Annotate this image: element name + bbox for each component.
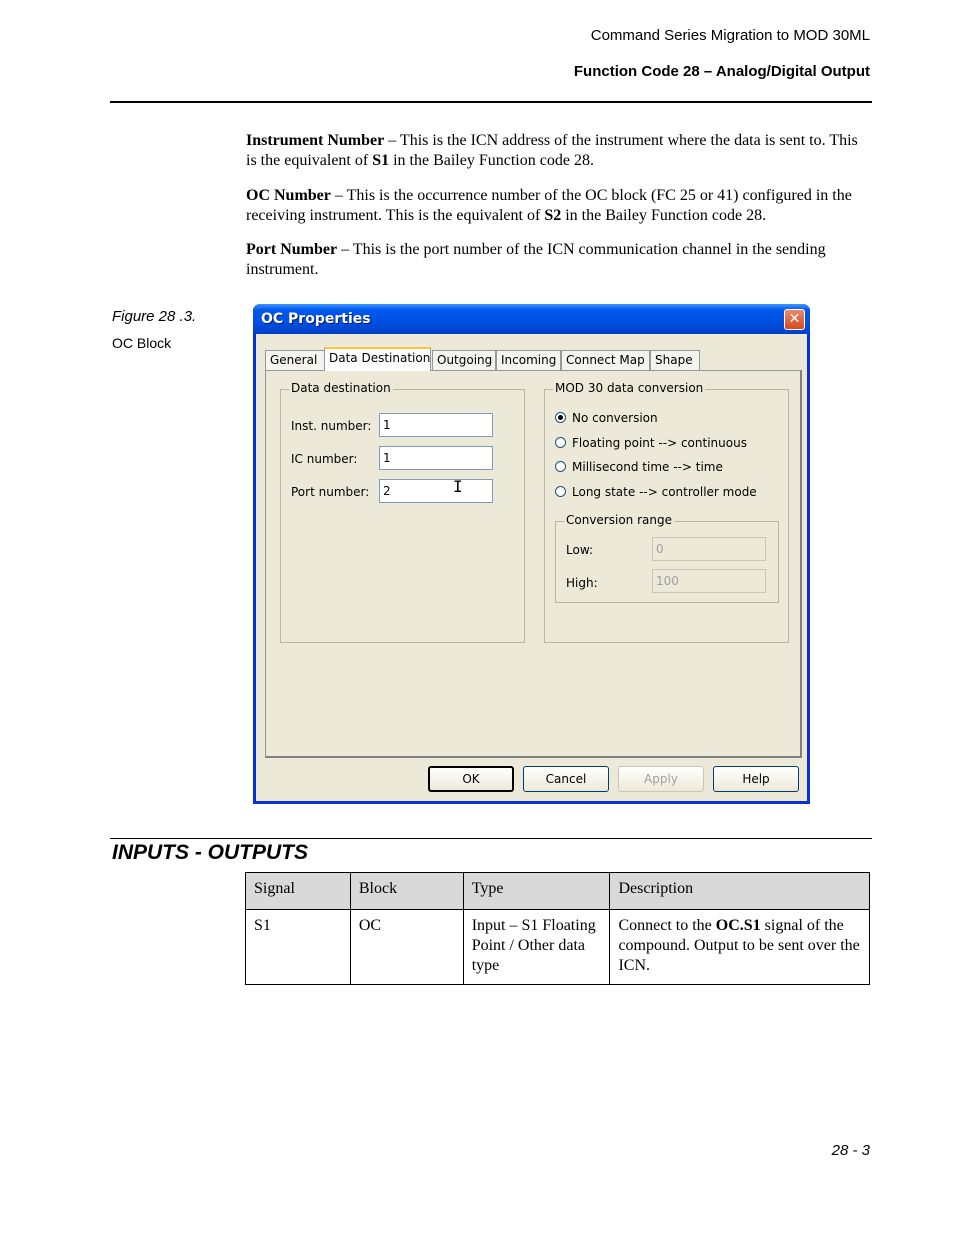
desc-bold: OC.S1 bbox=[715, 917, 761, 934]
high-label: High: bbox=[566, 576, 598, 590]
section-title: INPUTS - OUTPUTS bbox=[112, 841, 309, 864]
term: Port Number bbox=[246, 241, 338, 258]
radio-label: Floating point --> continuous bbox=[572, 436, 747, 450]
figure-label: Figure 28 .3. bbox=[112, 308, 197, 325]
oc-properties-dialog bbox=[253, 304, 810, 804]
radio-selected-icon bbox=[555, 412, 566, 423]
cell-block: OC bbox=[350, 910, 463, 985]
desc-post: signal of the compound. Output to be sent over the ICN. bbox=[618, 917, 860, 974]
table-row bbox=[246, 910, 870, 985]
radio-label: No conversion bbox=[572, 411, 658, 425]
ok-button[interactable]: OK bbox=[428, 766, 514, 792]
running-header-subtitle: Function Code 28 – Analog/Digital Output bbox=[573, 63, 870, 80]
port-number-label: Port number: bbox=[291, 485, 370, 499]
tab-connect-map[interactable]: Connect Map bbox=[561, 350, 650, 370]
radio-floating-point[interactable] bbox=[555, 436, 747, 450]
tab-data-destination[interactable]: Data Destination bbox=[324, 347, 431, 371]
inst-number-label: Inst. number: bbox=[291, 419, 372, 433]
radio-icon bbox=[555, 486, 566, 497]
desc-pre: Connect to the bbox=[618, 917, 716, 934]
ref: S2 bbox=[544, 207, 562, 224]
dialog-titlebar[interactable] bbox=[253, 304, 810, 334]
conversion-range-group bbox=[555, 513, 779, 603]
text-cursor-icon: I bbox=[453, 477, 463, 496]
ref: S1 bbox=[372, 152, 390, 169]
tab-incoming[interactable]: Incoming bbox=[496, 350, 561, 370]
cancel-button[interactable]: Cancel bbox=[523, 766, 609, 792]
port-number-input[interactable] bbox=[379, 479, 493, 503]
term: OC Number bbox=[246, 187, 331, 204]
radio-icon bbox=[555, 437, 566, 448]
radio-millisecond-time[interactable] bbox=[555, 460, 723, 474]
tab-shape[interactable]: Shape bbox=[650, 350, 700, 370]
mod30-conversion-group bbox=[544, 381, 789, 643]
radio-long-state[interactable] bbox=[555, 485, 757, 499]
tab-outgoing[interactable]: Outgoing bbox=[432, 350, 496, 370]
radio-no-conversion[interactable] bbox=[555, 411, 658, 425]
low-label: Low: bbox=[566, 543, 594, 557]
paragraph-oc-number bbox=[246, 186, 871, 226]
tab-general[interactable]: General bbox=[265, 350, 325, 370]
inputs-outputs-table bbox=[245, 872, 870, 985]
high-input[interactable]: 100 bbox=[652, 569, 766, 593]
port-number-value: 2 bbox=[383, 484, 391, 498]
low-input[interactable]: 0 bbox=[652, 537, 766, 561]
column-header-signal: Signal bbox=[246, 873, 351, 910]
column-header-type: Type bbox=[463, 873, 610, 910]
paragraph-port-number bbox=[246, 240, 871, 280]
apply-button[interactable]: Apply bbox=[618, 766, 704, 792]
ic-number-input[interactable]: 1 bbox=[379, 446, 493, 470]
dialog-title: OC Properties bbox=[261, 311, 371, 327]
column-header-block: Block bbox=[350, 873, 463, 910]
paragraph-text: – This is the ICN address of the instrument where the data is sent to. This is the equivalent of bbox=[246, 132, 858, 169]
paragraph-text: – This is the port number of the ICN communication channel in the sending instrument. bbox=[246, 241, 826, 278]
cell-type: Input – S1 Floating Point / Other data type bbox=[463, 910, 610, 985]
cell-description bbox=[610, 910, 870, 985]
paragraph-tail: in the Bailey Function code 28. bbox=[389, 152, 594, 169]
tab-panel bbox=[265, 370, 802, 758]
running-header-title: Command Series Migration to MOD 30ML bbox=[590, 27, 870, 44]
close-icon[interactable]: ✕ bbox=[784, 309, 805, 330]
term: Instrument Number bbox=[246, 132, 385, 149]
paragraph-instrument-number bbox=[246, 131, 871, 171]
group-label: Conversion range bbox=[566, 513, 672, 527]
group-label: Data destination bbox=[291, 381, 391, 395]
paragraph-text: – This is the occurrence number of the OC block (FC 25 or 41) configured in the receiving instrument. This is the equivalent of bbox=[246, 187, 852, 224]
ic-number-label: IC number: bbox=[291, 452, 358, 466]
cell-signal: S1 bbox=[246, 910, 351, 985]
radio-label: Millisecond time --> time bbox=[572, 460, 723, 474]
group-label: MOD 30 data conversion bbox=[555, 381, 704, 395]
section-rule bbox=[110, 838, 872, 839]
table-header-row bbox=[246, 873, 870, 910]
inst-number-input[interactable]: 1 bbox=[379, 413, 493, 437]
column-header-description: Description bbox=[610, 873, 870, 910]
radio-label: Long state --> controller mode bbox=[572, 485, 757, 499]
page-number: 28 - 3 bbox=[831, 1142, 870, 1159]
radio-icon bbox=[555, 461, 566, 472]
paragraph-tail: in the Bailey Function code 28. bbox=[561, 207, 767, 224]
data-destination-group bbox=[280, 381, 525, 643]
figure-caption: OC Block bbox=[112, 335, 172, 351]
help-button[interactable]: Help bbox=[713, 766, 799, 792]
header-rule bbox=[110, 101, 872, 103]
